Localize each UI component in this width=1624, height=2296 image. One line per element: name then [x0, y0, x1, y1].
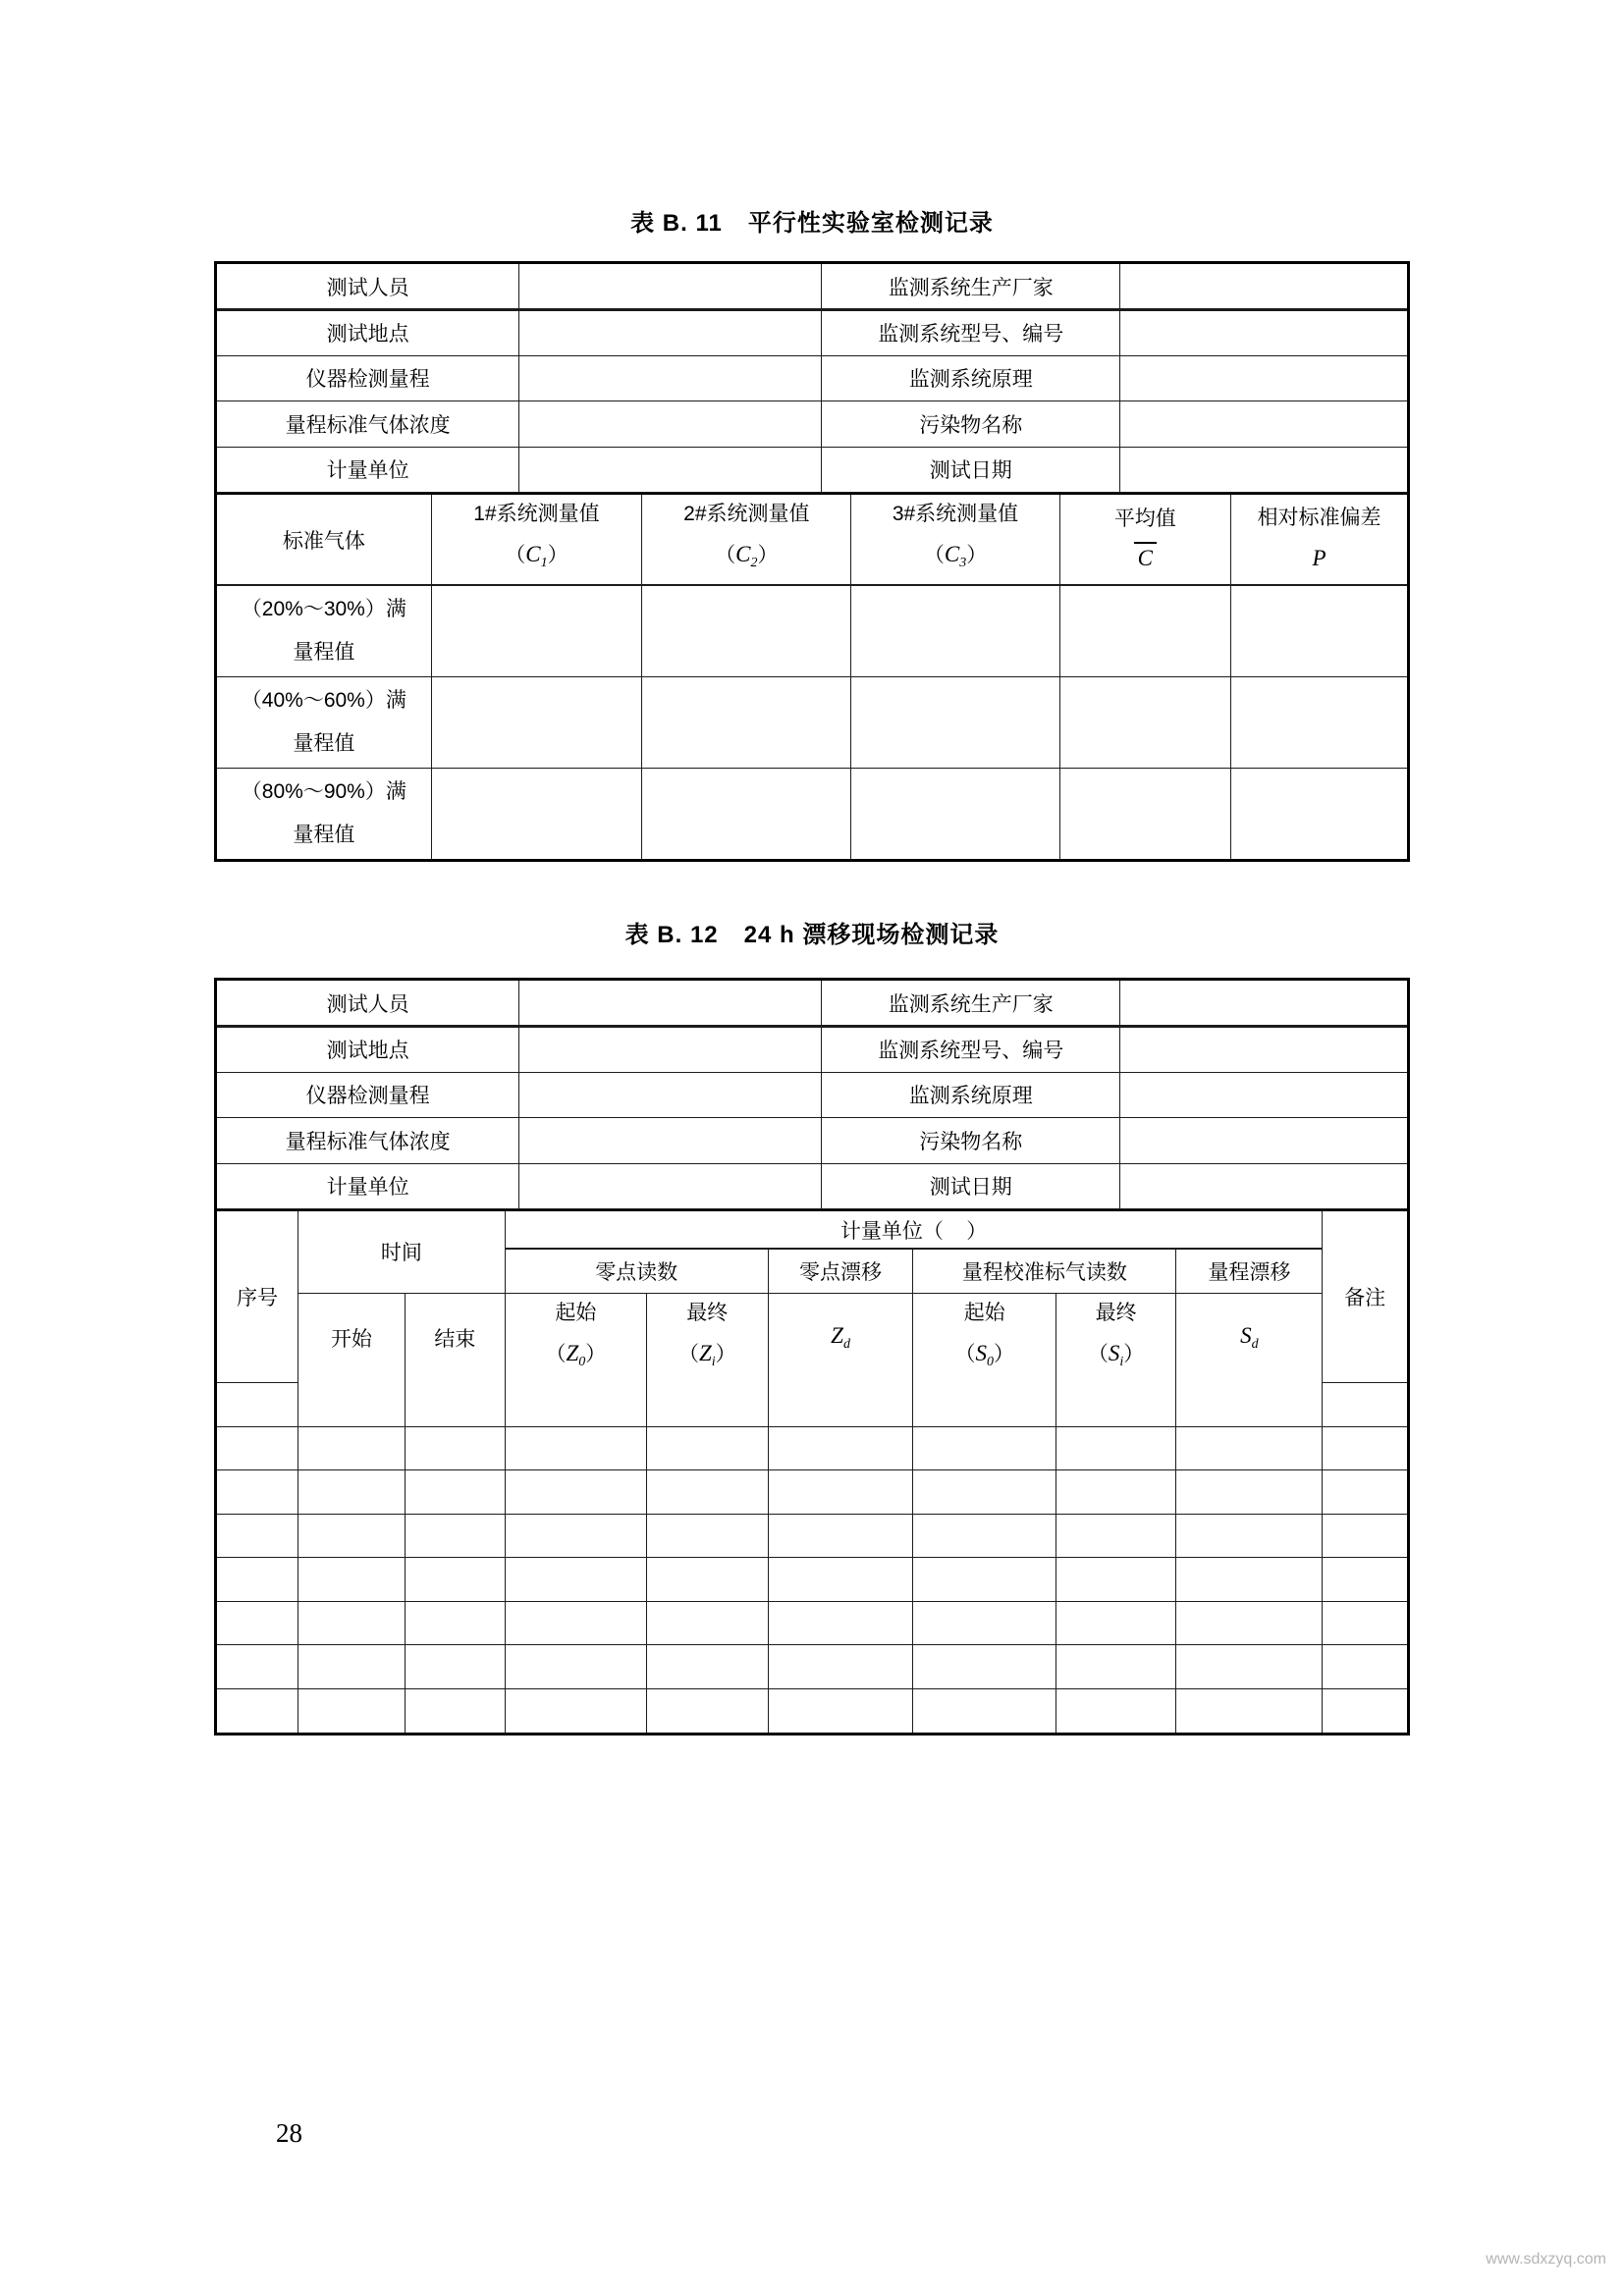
table-row: [217, 676, 1407, 768]
formula-paren: ）: [585, 1342, 607, 1365]
header-label: 平均值: [1113, 507, 1176, 530]
empty-cell: [913, 1558, 1056, 1602]
table-b11-main: [217, 493, 1407, 859]
table-b12: [214, 978, 1410, 1735]
formula: [642, 534, 850, 584]
formula-symbol: Z: [698, 1340, 712, 1365]
empty-cell: [1059, 585, 1231, 676]
empty-cell: [405, 1601, 505, 1645]
value-cell: [1120, 264, 1407, 310]
empty-cell: [913, 1426, 1056, 1470]
table-row: [217, 1027, 1407, 1073]
table-row: [217, 264, 1407, 310]
row-label-line2: 量程值: [293, 640, 355, 664]
value-cell: [1120, 355, 1407, 401]
value-cell: [1120, 1027, 1407, 1073]
label-cell: 仪器检测量程: [217, 1072, 519, 1118]
header-label: 最终: [1095, 1301, 1137, 1324]
header-cell-s0: [913, 1293, 1056, 1383]
header-cell-system1: [431, 494, 642, 585]
value-cell: [519, 264, 822, 310]
formula: [913, 1333, 1055, 1383]
empty-cell: [1323, 1558, 1407, 1602]
empty-cell: [505, 1688, 646, 1733]
empty-cell: [913, 1383, 1056, 1427]
value-cell: [1120, 447, 1407, 493]
label-cell: 测试人员: [217, 981, 519, 1027]
formula-symbol: C: [944, 542, 960, 566]
table-b11-info: [217, 264, 1407, 493]
header-cell-system2: [642, 494, 851, 585]
table-row: [217, 1688, 1407, 1733]
table-row: [217, 310, 1407, 356]
table-header-row: [217, 1293, 1407, 1383]
empty-cell: [505, 1601, 646, 1645]
label-cell: 污染物名称: [822, 401, 1120, 448]
empty-cell: [642, 768, 851, 859]
table-header-row: [217, 494, 1407, 585]
header-cell-system3: [851, 494, 1059, 585]
empty-cell: [1056, 1383, 1175, 1427]
empty-cell: [1176, 1426, 1323, 1470]
empty-cell: [1323, 1514, 1407, 1558]
formula-paren: （: [677, 1342, 699, 1365]
row-label-cell: [217, 768, 431, 859]
table-row: [217, 1558, 1407, 1602]
table-row: [217, 447, 1407, 493]
empty-cell: [405, 1558, 505, 1602]
formula-symbol: C: [525, 542, 541, 566]
empty-cell: [1323, 1426, 1407, 1470]
formula-symbol: S: [975, 1340, 987, 1365]
empty-cell: [768, 1558, 913, 1602]
empty-cell: [1176, 1514, 1323, 1558]
empty-cell: [217, 1426, 298, 1470]
formula-paren: （: [923, 544, 945, 566]
formula: [1231, 538, 1407, 580]
value-cell: [519, 1072, 822, 1118]
value-cell: [1120, 1072, 1407, 1118]
label-cell: 测试日期: [822, 1163, 1120, 1209]
empty-cell: [217, 1470, 298, 1515]
header-label: 3#系统测量值: [892, 503, 1019, 525]
empty-cell: [647, 1558, 769, 1602]
empty-cell: [1323, 1601, 1407, 1645]
table-row: [217, 585, 1407, 676]
table-header-row: [217, 1210, 1407, 1249]
empty-cell: [298, 1383, 405, 1427]
empty-cell: [1323, 1383, 1407, 1427]
header-label: 相对标准偏差: [1257, 507, 1381, 530]
formula-paren: ）: [547, 544, 568, 566]
table-row: [217, 355, 1407, 401]
empty-cell: [298, 1558, 405, 1602]
formula-symbol: S: [1240, 1323, 1252, 1348]
empty-cell: [647, 1688, 769, 1733]
empty-cell: [647, 1601, 769, 1645]
formula-subscript: 0: [578, 1354, 586, 1369]
row-label-line1: （80%～90%）满: [241, 779, 406, 803]
empty-cell: [647, 1383, 769, 1427]
value-cell: [519, 355, 822, 401]
empty-cell: [405, 1383, 505, 1427]
empty-cell: [298, 1645, 405, 1689]
formula-paren: （: [505, 544, 526, 566]
empty-cell: [1056, 1601, 1175, 1645]
header-cell-z0: [505, 1293, 646, 1383]
label-cell: 计量单位: [217, 447, 519, 493]
empty-cell: [298, 1426, 405, 1470]
formula-paren: （: [545, 1342, 567, 1365]
value-cell: [1120, 310, 1407, 356]
value-cell: [1120, 401, 1407, 448]
empty-cell: [217, 1514, 298, 1558]
empty-cell: [431, 768, 642, 859]
header-cell-si: [1056, 1293, 1175, 1383]
header-cell-span-drift: 量程漂移: [1176, 1249, 1323, 1293]
empty-cell: [1056, 1426, 1175, 1470]
empty-cell: [1176, 1383, 1323, 1427]
empty-cell: [1231, 676, 1407, 768]
empty-cell: [851, 768, 1059, 859]
label-cell: 测试地点: [217, 310, 519, 356]
empty-cell: [298, 1601, 405, 1645]
formula-paren: （: [1087, 1342, 1109, 1365]
formula-symbol: Z: [831, 1323, 843, 1348]
row-label-line1: （20%～30%）满: [241, 597, 406, 620]
caption-number: 表 B. 12: [624, 922, 719, 948]
page-number: 28: [276, 2118, 302, 2148]
empty-cell: [1231, 585, 1407, 676]
row-label-line1: （40%～60%）满: [241, 688, 406, 712]
table-b12-main: [217, 1209, 1407, 1733]
header-cell-standard-gas: 标准气体: [217, 494, 431, 585]
empty-cell: [913, 1688, 1056, 1733]
empty-cell: [647, 1645, 769, 1689]
formula-symbol: S: [1108, 1340, 1120, 1365]
empty-cell: [851, 676, 1059, 768]
table-b12-info: [217, 981, 1407, 1209]
label-cell: 监测系统型号、编号: [822, 1027, 1120, 1073]
value-cell: [1120, 1163, 1407, 1209]
empty-cell: [768, 1601, 913, 1645]
table-row: [217, 1514, 1407, 1558]
empty-cell: [647, 1470, 769, 1515]
table-row: [217, 1426, 1407, 1470]
empty-cell: [913, 1470, 1056, 1515]
header-cell-zd: [768, 1293, 913, 1383]
value-cell: [1120, 981, 1407, 1027]
formula-paren: ）: [715, 1342, 736, 1365]
empty-cell: [1056, 1470, 1175, 1515]
table-row: [217, 768, 1407, 859]
empty-cell: [405, 1645, 505, 1689]
empty-cell: [768, 1645, 913, 1689]
table-row: [217, 1118, 1407, 1164]
empty-cell: [1176, 1470, 1323, 1515]
formula-subscript: 0: [986, 1354, 994, 1369]
table-b11: [214, 261, 1410, 862]
empty-cell: [405, 1426, 505, 1470]
row-label-line2: 量程值: [293, 823, 355, 846]
header-cell-end: 结束: [405, 1293, 505, 1383]
header-label: 最终: [686, 1301, 729, 1324]
empty-cell: [431, 676, 642, 768]
empty-cell: [851, 585, 1059, 676]
table-row: [217, 1645, 1407, 1689]
header-cell-zero-reading: 零点读数: [505, 1249, 768, 1293]
empty-cell: [1059, 768, 1231, 859]
empty-cell: [217, 1645, 298, 1689]
formula: [1056, 1333, 1175, 1383]
label-cell: 仪器检测量程: [217, 355, 519, 401]
label-cell: 量程标准气体浓度: [217, 1118, 519, 1164]
formula-symbol: C: [735, 542, 751, 566]
table-b12-caption: [214, 915, 1410, 949]
formula-symbol: P: [1312, 546, 1326, 571]
header-cell-zi: [647, 1293, 769, 1383]
header-label: 起始: [963, 1301, 1005, 1324]
watermark: www.sdxzyq.com: [1486, 2251, 1606, 2268]
empty-cell: [1176, 1558, 1323, 1602]
empty-cell: [505, 1514, 646, 1558]
empty-cell: [768, 1383, 913, 1427]
label-cell: 监测系统生产厂家: [822, 981, 1120, 1027]
empty-cell: [405, 1470, 505, 1515]
empty-cell: [1323, 1470, 1407, 1515]
label-cell: 污染物名称: [822, 1118, 1120, 1164]
formula-paren: ）: [757, 544, 779, 566]
empty-cell: [1056, 1558, 1175, 1602]
empty-cell: [647, 1426, 769, 1470]
formula-paren: ）: [1123, 1342, 1145, 1365]
empty-cell: [505, 1383, 646, 1427]
formula-subscript: d: [842, 1337, 850, 1353]
empty-cell: [217, 1558, 298, 1602]
header-cell-rsd: [1231, 494, 1407, 585]
b12-empty-body: [217, 1383, 1407, 1733]
empty-cell: [1176, 1601, 1323, 1645]
empty-cell: [768, 1426, 913, 1470]
empty-cell: [298, 1688, 405, 1733]
header-cell-zero-drift: 零点漂移: [768, 1249, 913, 1293]
header-cell-time: 时间: [298, 1210, 505, 1293]
empty-cell: [642, 585, 851, 676]
formula-subscript: i: [711, 1354, 716, 1369]
value-cell: [519, 981, 822, 1027]
empty-cell: [217, 1383, 298, 1427]
value-cell: [519, 1118, 822, 1164]
header-label: 2#系统测量值: [683, 503, 810, 525]
formula-paren: （: [954, 1342, 976, 1365]
empty-cell: [1323, 1645, 1407, 1689]
empty-cell: [505, 1558, 646, 1602]
formula: [647, 1333, 768, 1383]
header-cell-start: 开始: [298, 1293, 405, 1383]
formula: [851, 534, 1058, 584]
value-cell: [1120, 1118, 1407, 1164]
empty-cell: [768, 1688, 913, 1733]
formula-symbol: Z: [566, 1340, 579, 1365]
empty-cell: [913, 1514, 1056, 1558]
table-row: [217, 1072, 1407, 1118]
formula-paren: ）: [966, 544, 988, 566]
row-label-line2: 量程值: [293, 731, 355, 755]
label-cell: 测试地点: [217, 1027, 519, 1073]
formula-subscript: 1: [540, 556, 548, 571]
header-cell-sd: [1176, 1293, 1323, 1383]
empty-cell: [1056, 1688, 1175, 1733]
empty-cell: [1056, 1645, 1175, 1689]
empty-cell: [647, 1514, 769, 1558]
formula-paren: （: [715, 544, 736, 566]
label-cell: 测试日期: [822, 447, 1120, 493]
overline-bar: [1134, 542, 1157, 572]
empty-cell: [1056, 1514, 1175, 1558]
table-row: [217, 1601, 1407, 1645]
header-label: 起始: [555, 1301, 597, 1324]
formula-symbol: C: [1137, 545, 1153, 570]
caption-text: 平行性实验室检测记录: [747, 210, 994, 237]
header-cell-average: [1059, 494, 1231, 585]
value-cell: [519, 1027, 822, 1073]
empty-cell: [505, 1645, 646, 1689]
formula: [1060, 539, 1231, 580]
empty-cell: [217, 1688, 298, 1733]
empty-cell: [913, 1601, 1056, 1645]
formula-subscript: i: [1119, 1354, 1124, 1369]
empty-cell: [405, 1514, 505, 1558]
formula-subscript: 2: [750, 556, 758, 571]
row-label-cell: [217, 676, 431, 768]
empty-cell: [768, 1514, 913, 1558]
label-cell: 监测系统生产厂家: [822, 264, 1120, 310]
value-cell: [519, 447, 822, 493]
value-cell: [519, 401, 822, 448]
formula-paren: ）: [993, 1342, 1014, 1365]
empty-cell: [768, 1470, 913, 1515]
empty-cell: [913, 1645, 1056, 1689]
header-cell-unit: 计量单位（ ）: [505, 1210, 1323, 1249]
caption-number: 表 B. 11: [630, 210, 723, 237]
header-cell-span-reading: 量程校准标气读数: [913, 1249, 1176, 1293]
empty-cell: [1176, 1688, 1323, 1733]
header-cell-remark: 备注: [1323, 1210, 1407, 1383]
label-cell: 量程标准气体浓度: [217, 401, 519, 448]
table-row: [217, 401, 1407, 448]
empty-cell: [1176, 1645, 1323, 1689]
empty-cell: [642, 676, 851, 768]
empty-cell: [1059, 676, 1231, 768]
header-label: 1#系统测量值: [473, 503, 600, 525]
label-cell: 监测系统原理: [822, 355, 1120, 401]
empty-cell: [505, 1426, 646, 1470]
formula-subscript: d: [1251, 1337, 1259, 1353]
empty-cell: [431, 585, 642, 676]
empty-cell: [298, 1470, 405, 1515]
empty-cell: [217, 1601, 298, 1645]
formula: [506, 1333, 646, 1383]
header-cell-index: 序号: [217, 1210, 298, 1383]
empty-cell: [505, 1470, 646, 1515]
table-row: [217, 1163, 1407, 1209]
table-row: [217, 1470, 1407, 1515]
caption-text: 24 h 漂移现场检测记录: [743, 922, 1000, 948]
empty-cell: [298, 1514, 405, 1558]
table-b11-caption: [214, 203, 1410, 238]
table-row: [217, 1383, 1407, 1427]
row-label-cell: [217, 585, 431, 676]
empty-cell: [405, 1688, 505, 1733]
label-cell: 监测系统原理: [822, 1072, 1120, 1118]
label-cell: 计量单位: [217, 1163, 519, 1209]
empty-cell: [1323, 1688, 1407, 1733]
value-cell: [519, 1163, 822, 1209]
label-cell: 监测系统型号、编号: [822, 310, 1120, 356]
empty-cell: [1231, 768, 1407, 859]
label-cell: 测试人员: [217, 264, 519, 310]
formula-subscript: 3: [959, 556, 967, 571]
formula: [432, 534, 642, 584]
table-row: [217, 981, 1407, 1027]
value-cell: [519, 310, 822, 356]
